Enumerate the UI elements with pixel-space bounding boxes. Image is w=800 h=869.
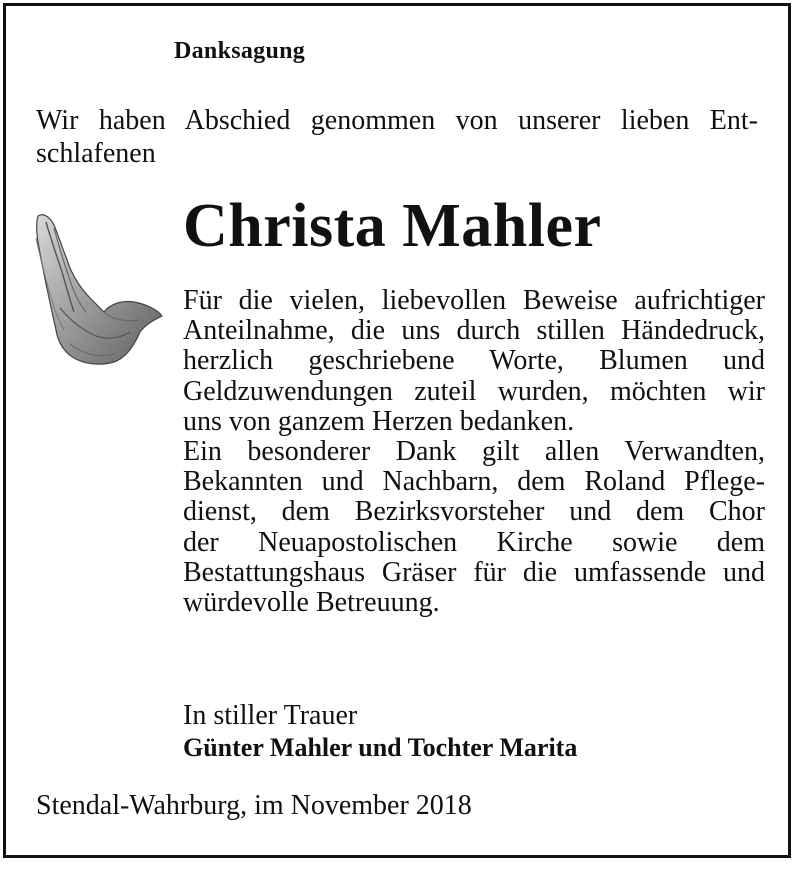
signature-label: In stiller Trauer <box>183 700 358 731</box>
thanks-text <box>183 286 765 618</box>
notice-heading: Danksagung <box>174 38 306 64</box>
body-line: Ein besonderer Dank gilt allen Verwandten, <box>183 436 765 467</box>
body-line: dienst, dem Bezirksvorsteher und dem Chor <box>183 497 765 528</box>
praying-hands-icon <box>30 208 165 368</box>
body-line: der Neuapostolischen Kirche sowie dem <box>183 527 765 558</box>
body-line: Für die vielen, liebevollen Beweise aufrichtiger <box>183 286 765 316</box>
body-line: herzlich geschriebene Worte, Blumen und <box>183 346 765 377</box>
signature-names: Günter Mahler und Tochter Marita <box>183 733 578 762</box>
intro-line-2: schlafenen <box>36 138 156 169</box>
body-line: würdevolle Betreuung. <box>183 587 440 618</box>
body-line: Geldzuwendungen zuteil wurden, möchten wir <box>183 376 765 407</box>
place-date: Stendal-Wahrburg, im November 2018 <box>36 790 472 821</box>
body-line: uns von ganzem Herzen bedanken. <box>183 406 575 437</box>
body-line: Anteilnahme, die uns durch stillen Händedruck, <box>183 316 765 347</box>
body-line: Bestattungshaus Gräser für die umfassende und <box>183 557 765 588</box>
intro-line-1: Wir haben Abschied genommen von unserer lieben Ent- <box>36 105 758 136</box>
deceased-name: Christa Mahler <box>183 192 602 260</box>
body-line: Bekannten und Nachbarn, dem Roland Pflege- <box>183 467 765 498</box>
